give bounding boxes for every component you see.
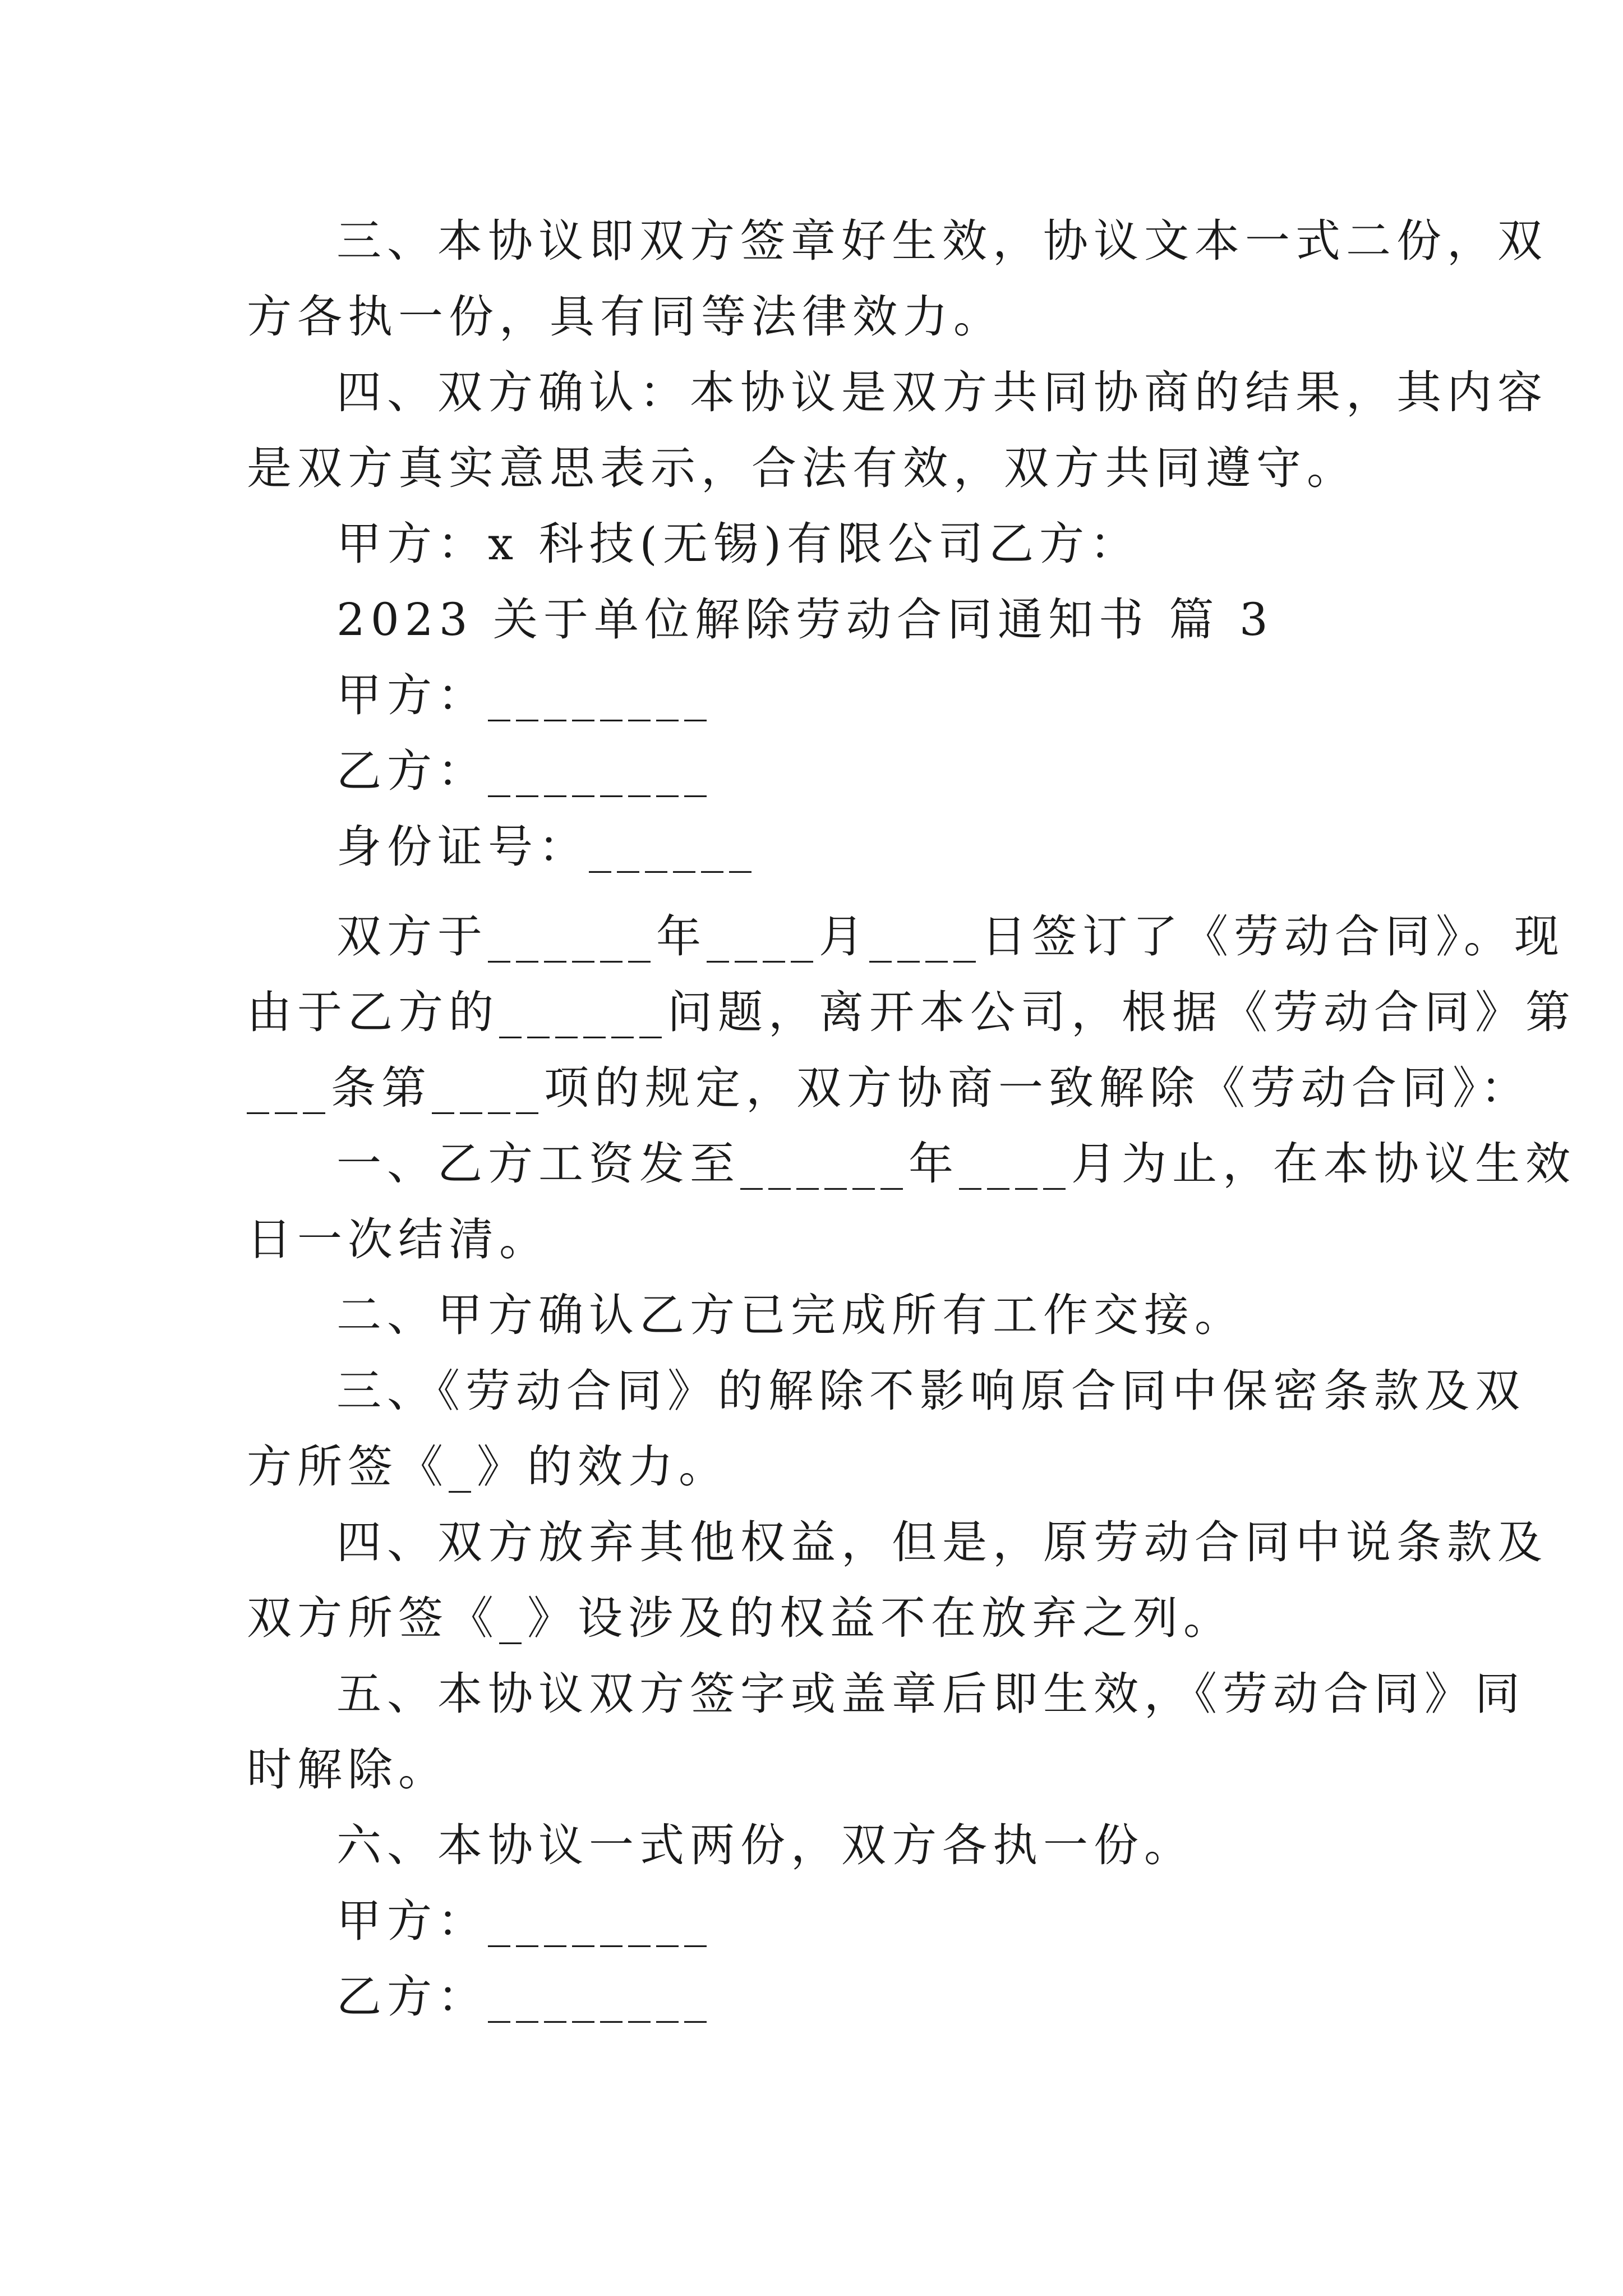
- text-line: 甲方：x 科技(无锡)有限公司乙方：: [336, 518, 1140, 570]
- text-line: 时解除。: [247, 1743, 449, 1796]
- text-line: 四、双方确认：本协议是双方共同协商的结果，其内容: [336, 366, 1548, 418]
- text-line: 双方所签《_》设涉及的权益不在放弃之列。: [247, 1592, 1234, 1644]
- text-line: 三、《劳动合同》的解除不影响原合同中保密条款及双: [336, 1365, 1525, 1417]
- text-line: 日一次结清。: [247, 1213, 550, 1266]
- text-line: 四、双方放弃其他权益，但是，原劳动合同中说条款及: [336, 1516, 1548, 1568]
- text-line: 乙方：________: [336, 1971, 712, 2023]
- text-line: 乙方：________: [336, 745, 712, 797]
- text-line: 方所签《_》的效力。: [247, 1441, 729, 1493]
- text-line: 身份证号：______: [336, 821, 757, 873]
- text-line: 二、甲方确认乙方已完成所有工作交接。: [336, 1289, 1245, 1341]
- text-line: 双方于______年____月____日签订了《劳动合同》。现: [336, 910, 1565, 963]
- text-line: 是双方真实意思表示，合法有效，双方共同遵守。: [247, 442, 1357, 494]
- text-line: 三、本协议即双方签章好生效，协议文本一式二份，双: [336, 215, 1548, 267]
- text-line: 一、乙方工资发至______年____月为止，在本协议生效: [336, 1138, 1576, 1190]
- text-line: ___条第____项的规定，双方协商一致解除《劳动合同》：: [247, 1062, 1531, 1114]
- text-line: 甲方：________: [336, 1895, 712, 1947]
- text-line: 五、本协议双方签字或盖章后即生效，《劳动合同》同: [336, 1668, 1525, 1720]
- text-line: 由于乙方的______问题，离开本公司，根据《劳动合同》第: [247, 986, 1576, 1038]
- text-line: 方各执一份，具有同等法律效力。: [247, 291, 1004, 343]
- section-heading: 2023 关于单位解除劳动合同通知书 篇 3: [336, 593, 1274, 646]
- text-line: 甲方：________: [336, 669, 712, 721]
- text-line: 六、本协议一式两份，双方各执一份。: [336, 1819, 1195, 1871]
